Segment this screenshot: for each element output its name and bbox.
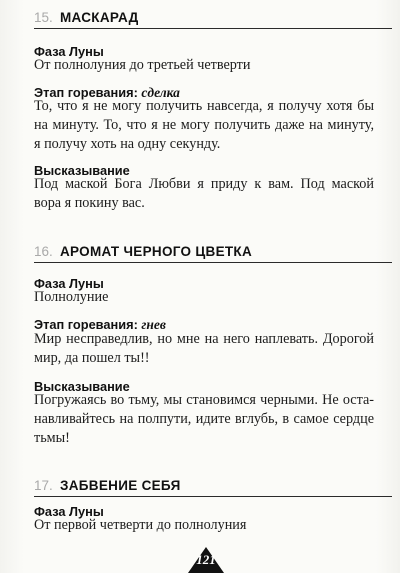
- page-number: 121: [196, 552, 216, 567]
- section-title: АРОМАТ ЧЕРНОГО ЦВЕТКА: [60, 244, 253, 259]
- section-number: 16.: [34, 244, 53, 259]
- section-title: МАСКАРАД: [60, 10, 139, 25]
- text-line: От первой четверти до полнолуния: [34, 517, 247, 533]
- moon-phase-text: [34, 516, 374, 535]
- section-number: 17.: [34, 478, 53, 493]
- text-line: тьмы!: [34, 430, 70, 446]
- section-header: [34, 474, 392, 497]
- saying-label: Высказывание: [34, 379, 130, 394]
- saying-text: [34, 175, 374, 213]
- grief-stage-value: гнев: [141, 317, 166, 332]
- grief-stage-caption: Этап горевания:: [34, 317, 138, 332]
- moon-phase-label: Фаза Луны: [34, 44, 104, 59]
- moon-phase-label: Фаза Луны: [34, 276, 104, 291]
- text-line: Погружаясь во тьму, мы становимся черными. Не оста-: [34, 392, 374, 408]
- text-line: вора я покину вас.: [34, 195, 145, 211]
- moon-phase-label: Фаза Луны: [34, 504, 104, 519]
- section-header: [34, 6, 392, 29]
- section-title: ЗАБВЕНИЕ СЕБЯ: [60, 478, 181, 493]
- text-line: От полнолуния до третьей четверти: [34, 57, 251, 73]
- text-line: Полнолуние: [34, 289, 109, 305]
- grief-stage-value: сделка: [141, 85, 180, 100]
- moon-phase-text: [34, 56, 374, 75]
- text-line: на минуту. То, что я не могу получить даже на минуту,: [34, 117, 374, 133]
- text-line: То, что я не могу получить навсегда, я получу хотя бы: [34, 98, 374, 114]
- moon-phase-text: [34, 288, 374, 307]
- page-number-badge: [186, 543, 226, 573]
- grief-stage-caption: Этап горевания:: [34, 85, 138, 100]
- text-line: мир, да пошел ты!!: [34, 350, 150, 366]
- text-line: я получу хоть на одну секунду.: [34, 136, 221, 152]
- text-line: Мир несправедлив, но мне на него наплевать. Дорогой: [34, 331, 374, 347]
- saying-text: [34, 391, 374, 448]
- section-number: 15.: [34, 10, 53, 25]
- grief-stage-text: [34, 97, 374, 154]
- saying-label: Высказывание: [34, 163, 130, 178]
- grief-stage-text: [34, 330, 374, 368]
- text-line: Под маской Бога Любви я приду к вам. Под маской: [34, 176, 374, 192]
- text-line: навливайтесь на полпути, идите вглубь, в самое сердце: [34, 411, 374, 427]
- section-header: [34, 240, 392, 263]
